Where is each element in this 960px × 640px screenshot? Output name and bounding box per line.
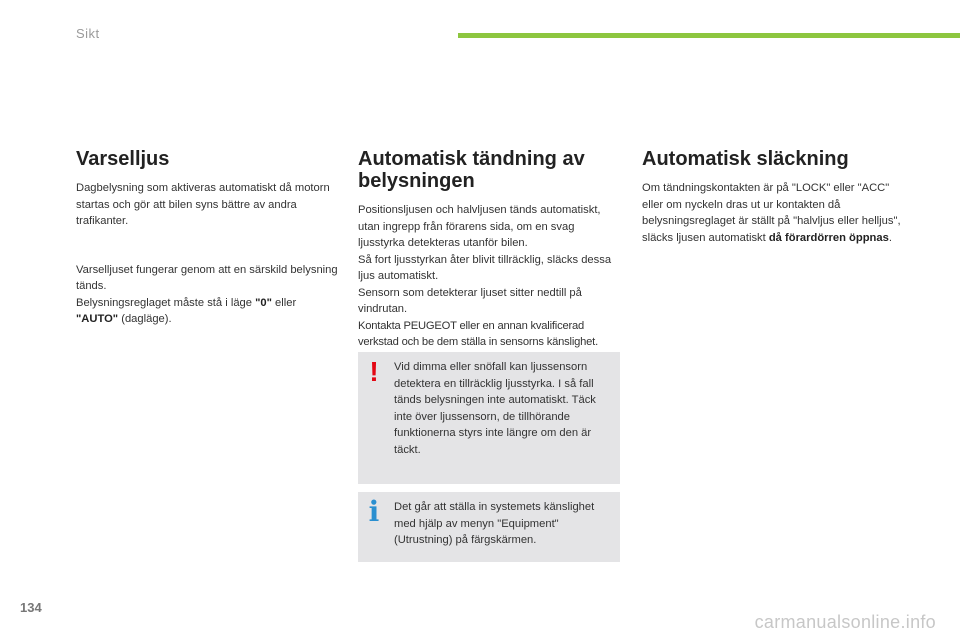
warning-box [358,352,620,484]
column-automatic-switch-off [642,148,904,246]
heading-varselljus: Varselljus [76,148,170,170]
warning-text: Vid dimma eller snöfall kan ljussensorn detektera en tillräcklig ljusstyrka. I så fall tänds belysningen inte automatiskt. Täck inte över ljussensorn, de tillhörande funktionerna styrs inte längre om den är täckt. [394,361,596,456]
page-number: 134 [20,600,42,615]
column-varselljus [76,148,338,328]
info-box [358,492,620,562]
paragraph-automatic-switch-off: Om tändningskontakten är på "LOCK" eller "ACC" eller om nyckeln dras ut ur kontakten då belysningsreglaget är ställt på "halvljus eller helljus", släcks ljusen automatiskt då förardörren öppnas. [642,182,901,244]
info-text: Det går att ställa in systemets känslighet med hjälp av menyn "Equipment" (Utrustning) på färgskärmen. [394,501,595,546]
column-automatic-lighting [358,148,620,351]
header-accent-bar [458,33,960,38]
info-icon: i [368,495,380,528]
paragraph-daytime-lights-operation: Varselljuset fungerar genom att en särskild belysning tänds. Belysningsreglaget måste stå i läge "0" eller "AUTO" (dagläge). [76,263,338,325]
warning-icon: ! [369,356,379,387]
watermark: carmanualsonline.info [754,612,936,632]
heading-automatic-switch-off: Automatisk släckning [642,148,849,170]
heading-automatic-lighting: Automatisk tändning av belysningen [358,148,585,192]
section-title: Sikt [76,26,100,41]
paragraph-automatic-lighting: Positionsljusen och halvljusen tänds automatiskt, utan ingrepp från förarens sida, om en svag ljusstyrka detekteras utanför bilen. Så fort ljusstyrkan åter blivit tillräcklig, släcks dessa ljus automatiskt. Sensorn som detekterar ljuset sitter nedtill på vindrutan. Kontakta PEUGEOT eller en annan kvalificerad verkstad och be dem ställa in sensorns känslighet. [358,204,612,348]
paragraph-daytime-lights: Dagbelysning som aktiveras automatiskt då motorn startas och gör att bilen syns bättre av andra trafikanter. [76,182,330,227]
